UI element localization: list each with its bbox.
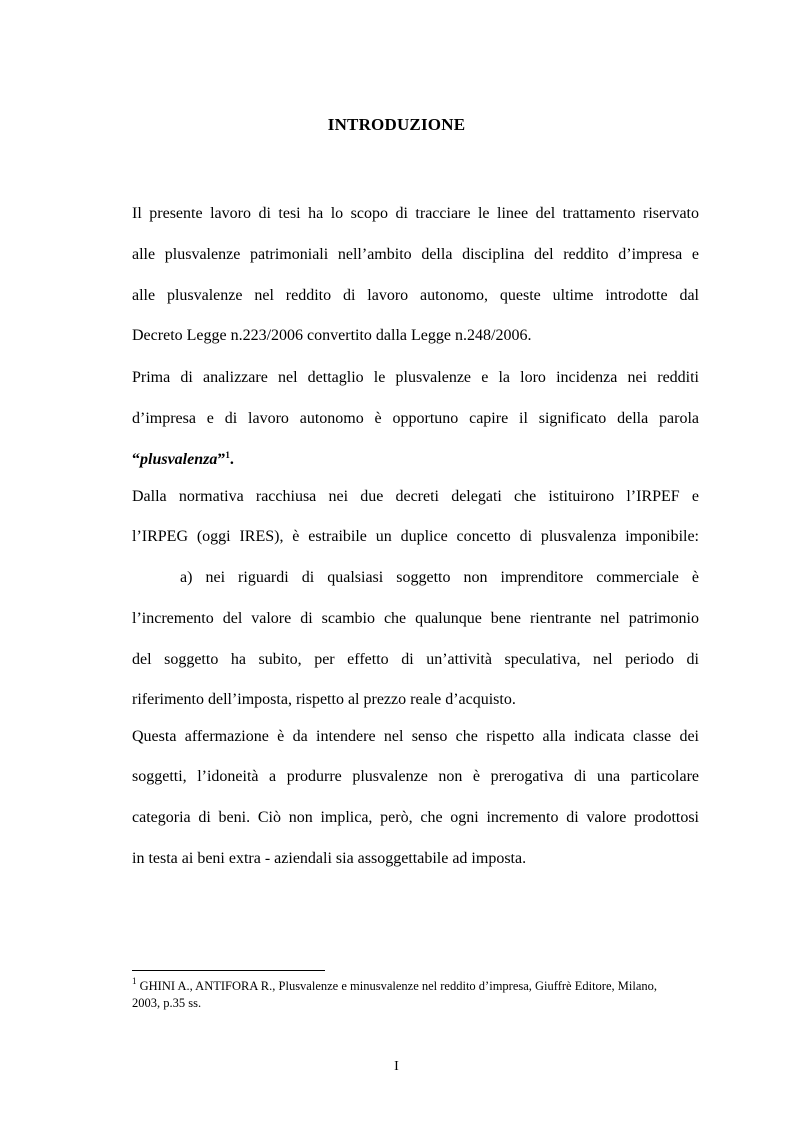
footnote-separator bbox=[132, 970, 325, 971]
body-line: del soggetto ha subito, per effetto di un’attività speculativa, nel periodo di bbox=[132, 651, 699, 668]
body-line: Decreto Legge n.223/2006 convertito dalla Legge n.248/2006. bbox=[132, 327, 532, 344]
body-line: riferimento dell’imposta, rispetto al prezzo reale d’acquisto. bbox=[132, 691, 516, 708]
list-item-line: a) nei riguardi di qualsiasi soggetto non imprenditore commerciale è bbox=[180, 569, 699, 586]
footnote-number: 1 bbox=[132, 976, 137, 986]
body-line: alle plusvalenze nel reddito di lavoro autonomo, queste ultime introdotte dal bbox=[132, 287, 699, 304]
term-word: plusvalenza bbox=[140, 451, 218, 468]
footnote-text: GHINI A., ANTIFORA R., Plusvalenze e minusvalenze nel reddito d’impresa, Giuffrè Editore, Milano, bbox=[139, 979, 657, 993]
page-number: I bbox=[394, 1059, 399, 1074]
body-line: Prima di analizzare nel dettaglio le plusvalenze e la loro incidenza nei redditi bbox=[132, 369, 699, 386]
body-line: l’incremento del valore di scambio che qualunque bene rientrante nel patrimonio bbox=[132, 610, 699, 627]
defined-term bbox=[132, 450, 699, 470]
body-line: Il presente lavoro di tesi ha lo scopo di tracciare le linee del trattamento riservato bbox=[132, 205, 699, 222]
body-line: d’impresa e di lavoro autonomo è opportuno capire il significato della parola bbox=[132, 410, 699, 427]
footnote-line bbox=[132, 978, 699, 994]
footnote-reference: 1 bbox=[225, 450, 230, 460]
term-close-quote: ” bbox=[217, 451, 226, 468]
body-line: Dalla normativa racchiusa nei due decreti delegati che istituirono l’IRPEF e bbox=[132, 488, 699, 505]
body-line: Questa affermazione è da intendere nel senso che rispetto alla indicata classe dei bbox=[132, 728, 699, 745]
body-line: alle plusvalenze patrimoniali nell’ambito della disciplina del reddito d’impresa e bbox=[132, 246, 699, 263]
footnote-line: 2003, p.35 ss. bbox=[132, 996, 202, 1010]
term-open-quote: “ bbox=[132, 451, 140, 468]
body-line: soggetti, l’idoneità a produrre plusvalenze non è prerogativa di una particolare bbox=[132, 768, 699, 785]
body-line: in testa ai beni extra - aziendali sia assoggettabile ad imposta. bbox=[132, 850, 527, 867]
term-period: . bbox=[229, 451, 234, 468]
body-line: l’IRPEG (oggi IRES), è estraibile un duplice concetto di plusvalenza imponibile: bbox=[132, 528, 699, 545]
body-line: categoria di beni. Ciò non implica, però, che ogni incremento di valore prodottosi bbox=[132, 809, 699, 826]
page-title: INTRODUZIONE bbox=[327, 115, 466, 134]
